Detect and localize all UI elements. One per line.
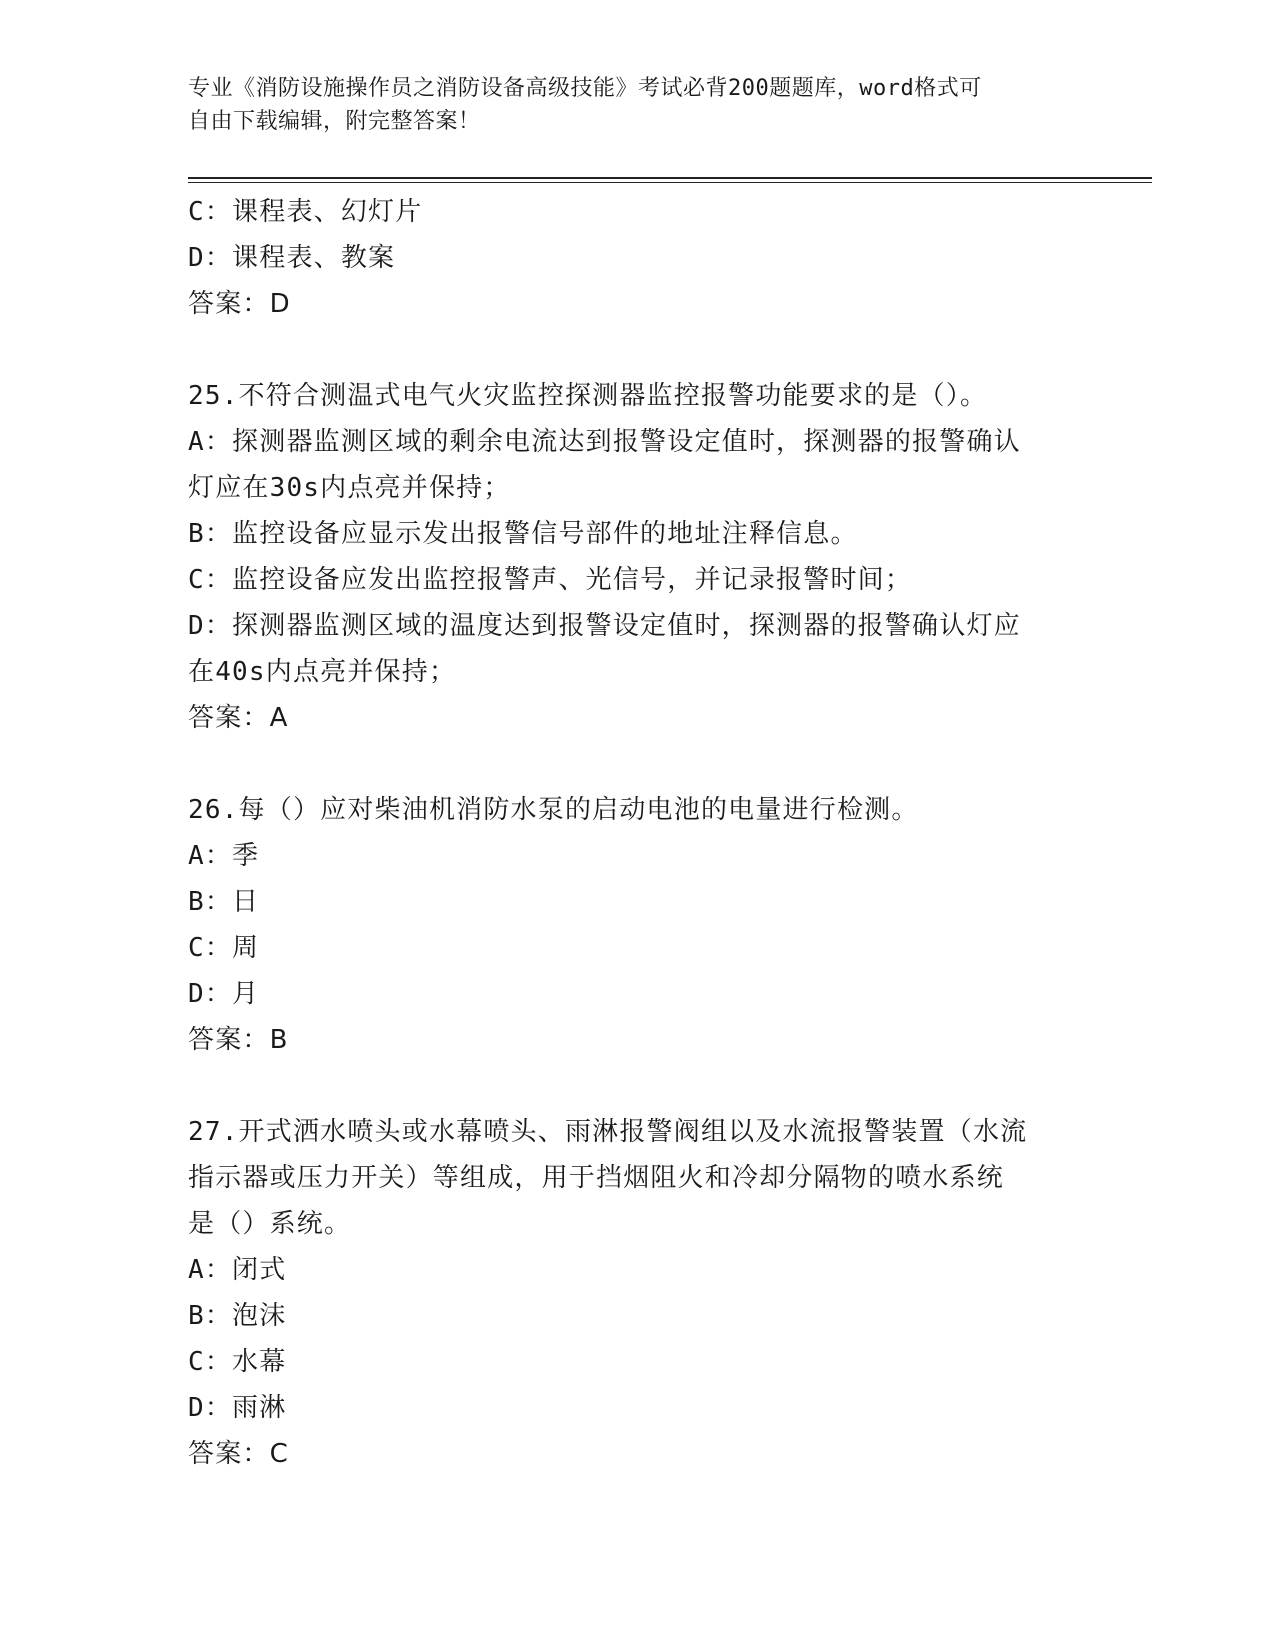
option-d-line-2: 在40s内点亮并保持； — [188, 657, 457, 687]
question-26 — [188, 787, 1068, 1063]
option-a-line-1: A：探测器监测区域的剩余电流达到报警设定值时，探测器的报警确认 — [188, 427, 1021, 457]
header-divider — [188, 177, 1152, 183]
option-b: B：监控设备应显示发出报警信号部件的地址注释信息。 — [188, 519, 858, 549]
question-27 — [188, 1109, 1068, 1477]
question-25 — [188, 373, 1068, 741]
option-d: D：课程表、教案 — [188, 243, 396, 273]
option-c: C：水幕 — [188, 1347, 287, 1377]
spacer — [188, 1063, 1068, 1109]
option-b: B：泡沫 — [188, 1301, 287, 1331]
option-a-line-2: 灯应在30s内点亮并保持； — [188, 473, 511, 503]
document-header — [188, 72, 1068, 138]
answer-line: 答案：A — [188, 703, 289, 733]
option-b: B：日 — [188, 887, 260, 917]
option-c: C：课程表、幻灯片 — [188, 197, 423, 227]
option-c: C：监控设备应发出监控报警声、光信号，并记录报警时间； — [188, 565, 913, 595]
question-stem-line-3: 是（）系统。 — [188, 1209, 352, 1239]
question-stem-line-2: 指示器或压力开关）等组成，用于挡烟阻火和冷却分隔物的喷水系统 — [188, 1163, 1005, 1193]
answer-line: 答案：D — [188, 289, 291, 319]
previous-question-tail — [188, 189, 1068, 327]
question-stem: 25.不符合测温式电气火灾监控探测器监控报警功能要求的是（）。 — [188, 381, 988, 411]
option-a: A：闭式 — [188, 1255, 287, 1285]
answer-line: 答案：B — [188, 1025, 289, 1055]
header-line-2: 自由下载编辑，附完整答案！ — [188, 109, 481, 134]
option-d: D：雨淋 — [188, 1393, 287, 1423]
question-list — [188, 189, 1068, 1477]
spacer — [188, 741, 1068, 787]
question-stem: 26.每（）应对柴油机消防水泵的启动电池的电量进行检测。 — [188, 795, 919, 825]
option-a: A：季 — [188, 841, 260, 871]
option-d-line-1: D：探测器监测区域的温度达到报警设定值时，探测器的报警确认灯应 — [188, 611, 1021, 641]
spacer — [188, 327, 1068, 373]
answer-line: 答案：C — [188, 1439, 289, 1469]
header-line-1: 专业《消防设施操作员之消防设备高级技能》考试必背200题题库，word格式可 — [188, 76, 982, 101]
option-d: D：月 — [188, 979, 260, 1009]
option-c: C：周 — [188, 933, 260, 963]
question-stem-line-1: 27.开式洒水喷头或水幕喷头、雨淋报警阀组以及水流报警装置（水流 — [188, 1117, 1028, 1147]
